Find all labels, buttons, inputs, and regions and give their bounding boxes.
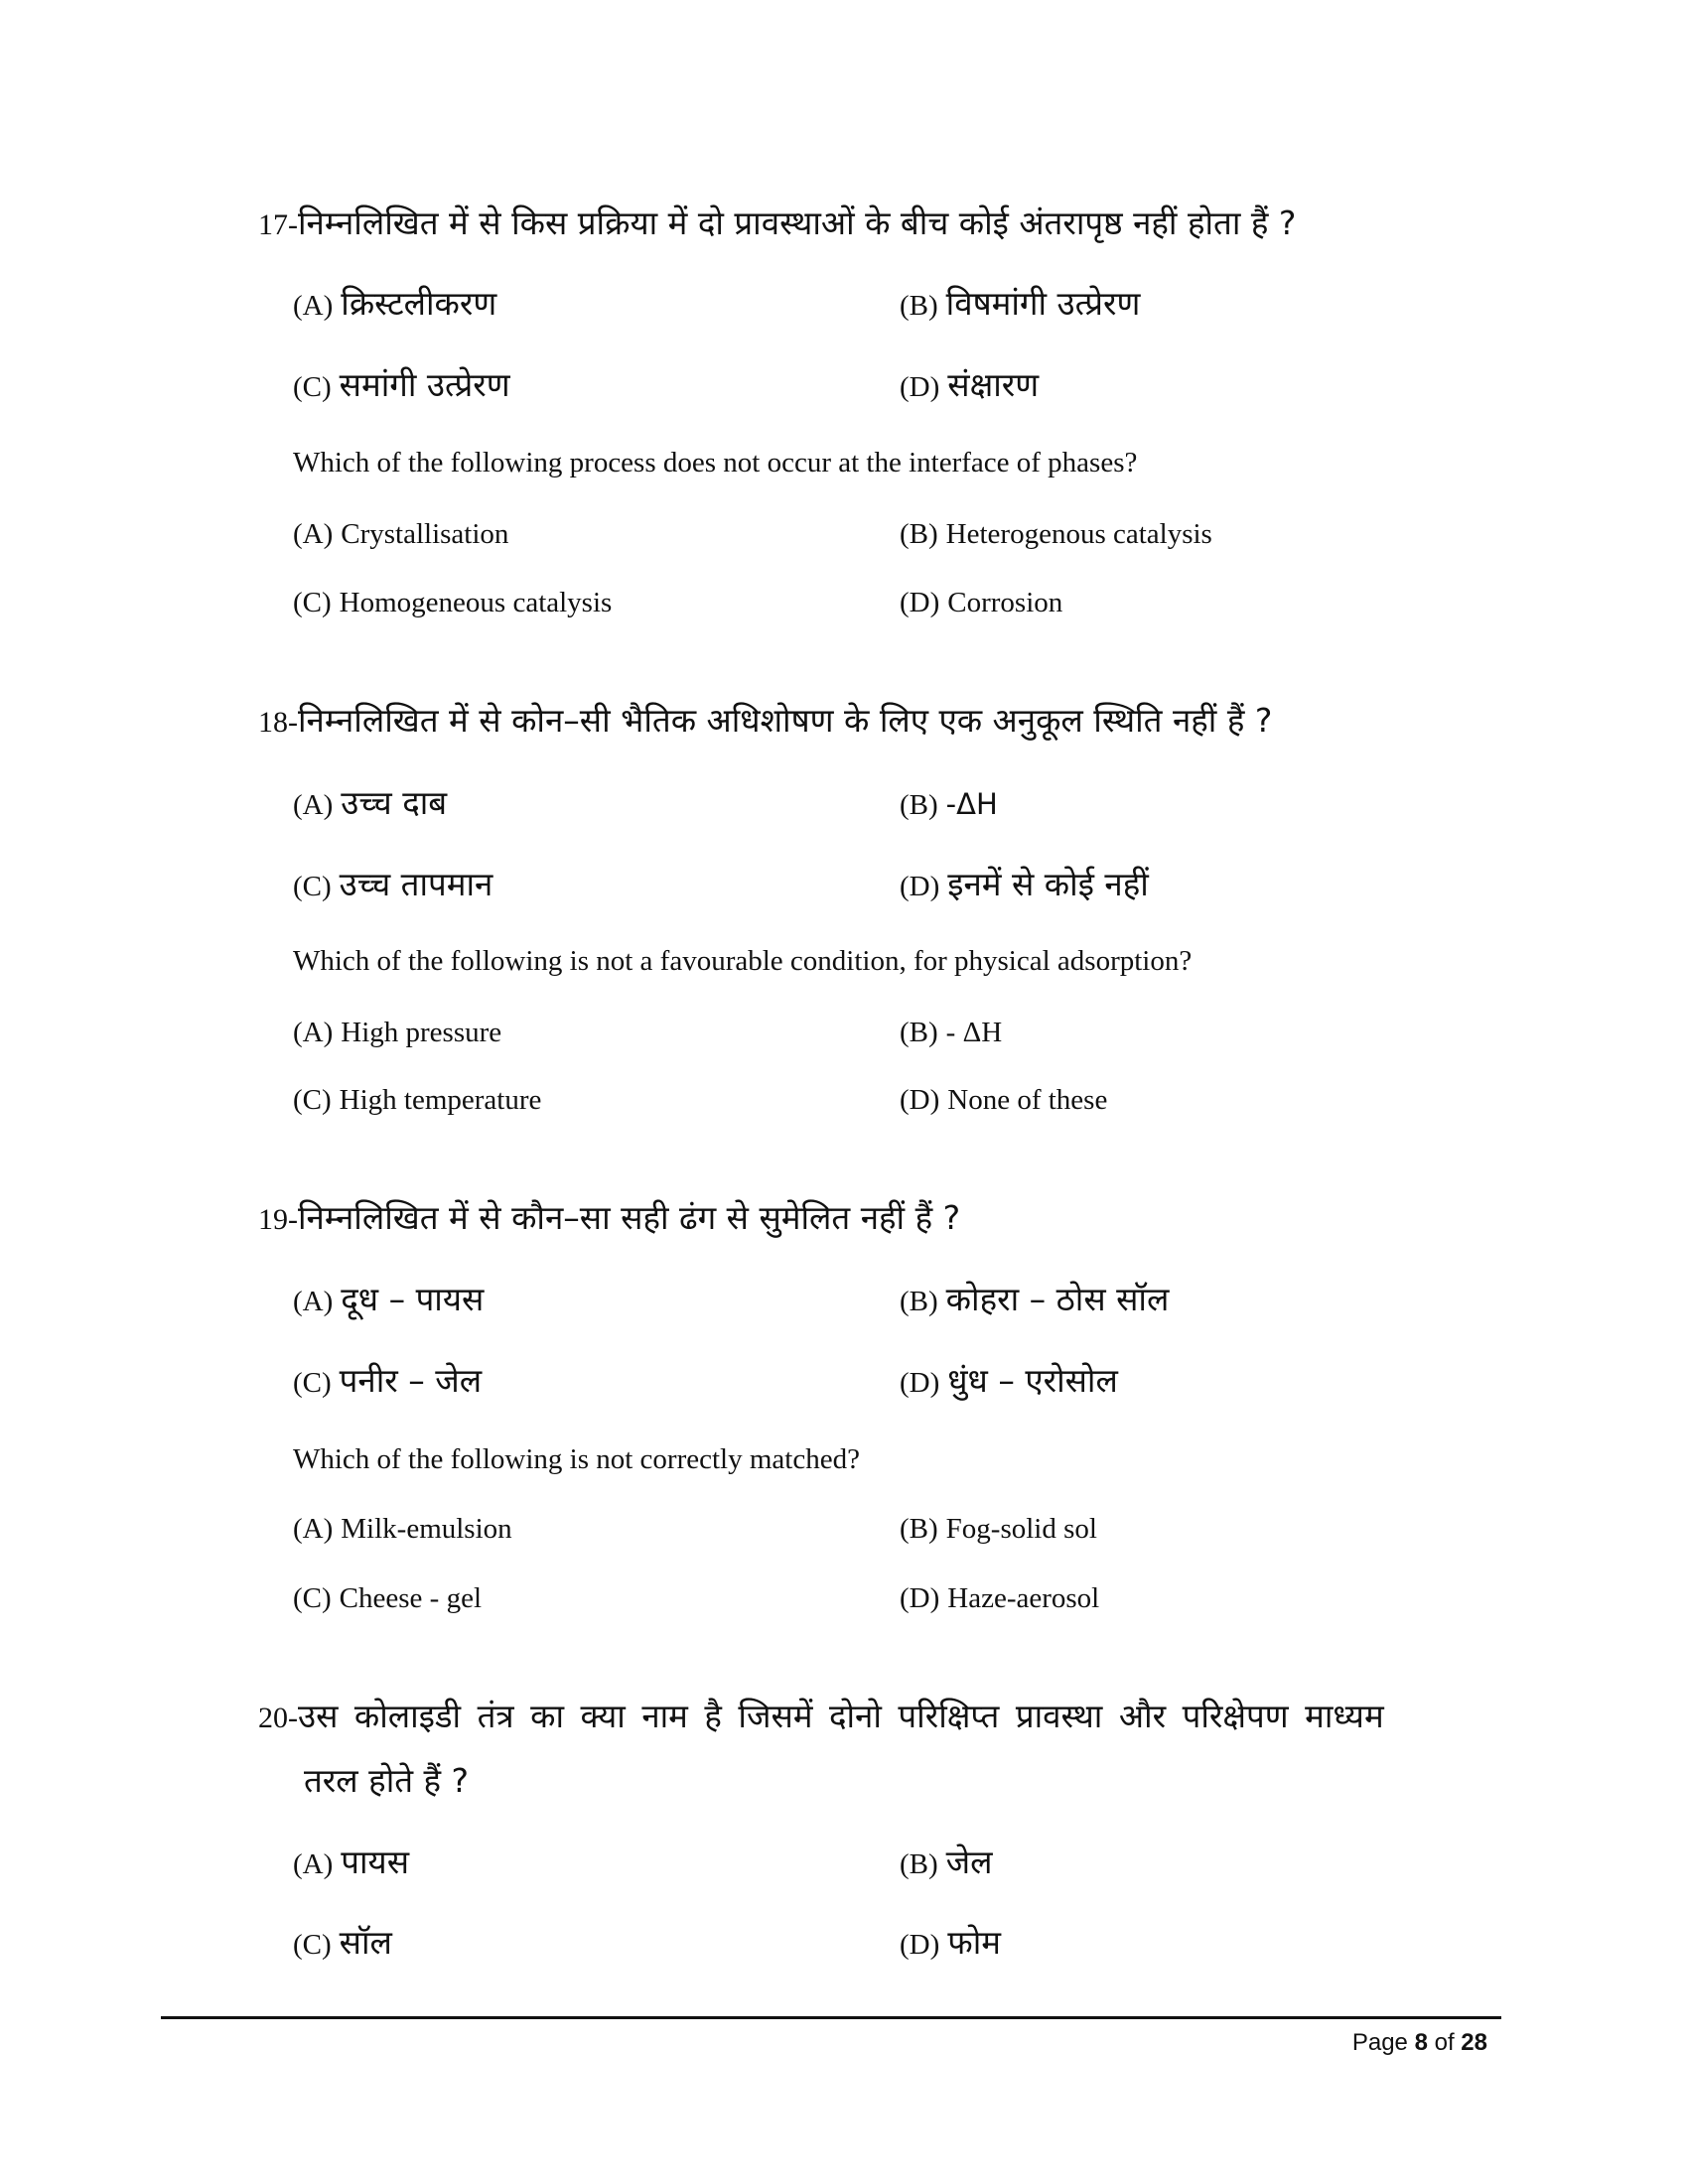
q18-hindi-option-d: (D) इनमें से कोई नहीं	[900, 865, 1149, 903]
q19-english-option-b: (B) Fog-solid sol	[900, 1513, 1097, 1545]
q18-hindi-option-c: (C) उच्च तापमान	[293, 865, 493, 903]
q18-english-option-c: (C) High temperature	[293, 1084, 542, 1116]
q19-hindi-option-a: (A) दूध – पायस	[293, 1280, 485, 1318]
q20-hindi-option-d: (D) फोम	[900, 1923, 1001, 1962]
q20-hindi-option-a: (A) पायस	[293, 1843, 410, 1881]
q17-hindi-option-a: (A) क्रिस्टलीकरण	[293, 284, 497, 323]
page-number: Page 8 of 28	[1351, 2029, 1487, 2056]
q18-hindi-option-b: (B) -ΔH	[900, 787, 998, 821]
q17-english-option-b: (B) Heterogenous catalysis	[900, 518, 1212, 550]
q19-hindi-option-d: (D) धुंध – एरोसोल	[900, 1361, 1118, 1400]
q18-english-option-a: (A) High pressure	[293, 1017, 502, 1048]
q17-english-option-d: (D) Corrosion	[900, 587, 1063, 618]
question-20-hindi: 20-उस कोलाइडी तंत्र का क्या नाम है जिसमें दोनो परिक्षिप्त प्रावस्था और परिक्षेपण माध्यम	[258, 1697, 1384, 1735]
q19-english-option-a: (A) Milk-emulsion	[293, 1513, 512, 1545]
q17-hindi-option-c: (C) समांगी उत्प्रेरण	[293, 365, 510, 404]
q20-hindi-option-b: (B) जेल	[900, 1843, 993, 1881]
q18-english-option-b: (B) - ΔH	[900, 1017, 1003, 1048]
question-18-hindi: 18-निम्नलिखित में से कोन–सी भैतिक अधिशोषण के लिए एक अनुकूल स्थिति नहीं हैं ?	[258, 701, 1273, 740]
question-17-english: Which of the following process does not occur at the interface of phases?	[293, 447, 1138, 478]
q20-hindi-option-c: (C) सॉल	[293, 1923, 392, 1962]
question-19-hindi: 19-निम्नलिखित में से कौन–सा सही ढंग से सुमेलित नहीं हैं ?	[258, 1198, 961, 1237]
q19-hindi-option-c: (C) पनीर – जेल	[293, 1361, 483, 1400]
footer-divider	[161, 2016, 1501, 2019]
q17-hindi-option-d: (D) संक्षारण	[900, 365, 1040, 404]
q17-english-option-a: (A) Crystallisation	[293, 518, 509, 550]
question-19-english: Which of the following is not correctly matched?	[293, 1443, 860, 1475]
q17-english-option-c: (C) Homogeneous catalysis	[293, 587, 613, 618]
q19-english-option-d: (D) Haze-aerosol	[900, 1582, 1100, 1614]
q18-english-option-d: (D) None of these	[900, 1084, 1108, 1116]
q19-hindi-option-b: (B) कोहरा – ठोस सॉल	[900, 1280, 1170, 1318]
q18-hindi-option-a: (A) उच्च दाब	[293, 783, 448, 822]
q17-hindi-option-b: (B) विषमांगी उत्प्रेरण	[900, 284, 1141, 323]
q19-english-option-c: (C) Cheese - gel	[293, 1582, 483, 1614]
question-17-hindi: 17-निम्नलिखित में से किस प्रक्रिया में दो प्रावस्थाओं के बीच कोई अंतरापृष्ठ नहीं होता हैं ?	[258, 204, 1297, 242]
question-18-english: Which of the following is not a favourable condition, for physical adsorption?	[293, 945, 1193, 977]
question-20-hindi-line2: तरल होते हैं ?	[304, 1761, 470, 1800]
